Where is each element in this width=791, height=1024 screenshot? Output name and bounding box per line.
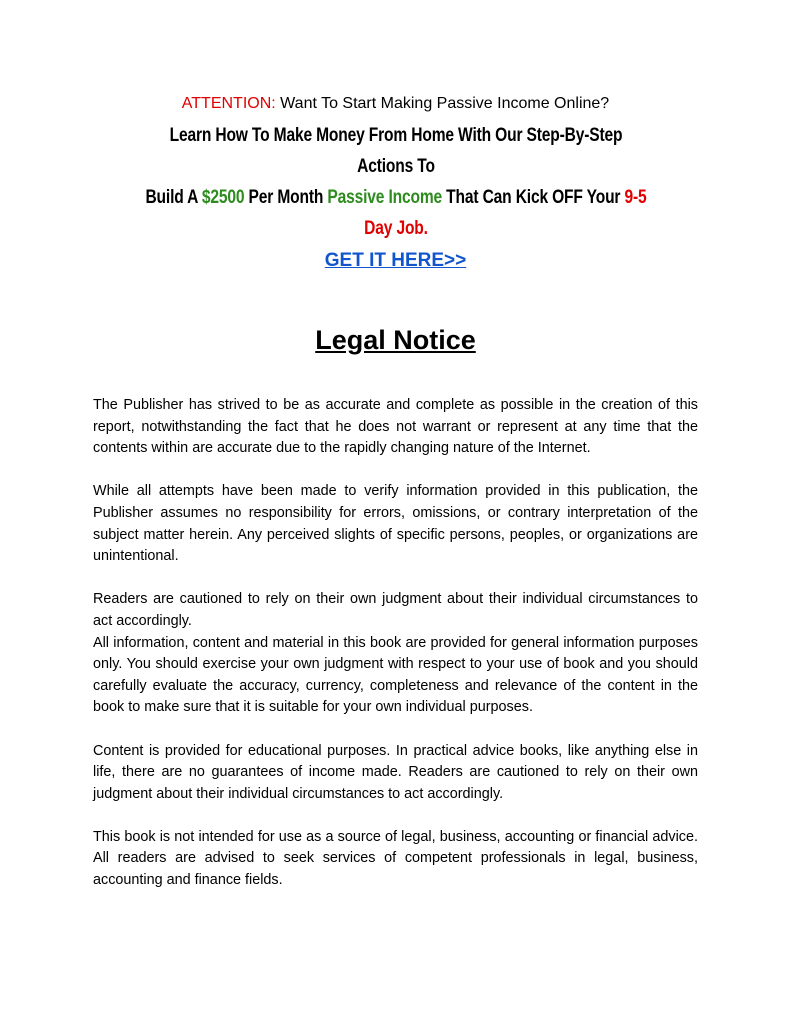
legal-paragraph-2: While all attempts have been made to verify information provided in this publication, the Publisher assumes no responsibility for errors, omissions, or contrary interpretation of the subject matter herein. Any perceived slights of specific persons, peoples, or organizations are unintentional.: [93, 483, 698, 565]
headline-line-4: Day Job.: [363, 218, 428, 239]
attention-line: [0, 94, 791, 114]
headline-passive-income: Passive Income: [326, 187, 442, 208]
promo-headline: [133, 120, 658, 244]
legal-paragraph-3: Readers are cautioned to rely on their own judgment about their individual circumstances to act accordingly.: [93, 591, 698, 629]
legal-notice-title: Legal Notice: [315, 325, 476, 355]
legal-notice-body: [93, 395, 698, 892]
headline-nine-five: 9-5: [623, 187, 647, 208]
headline-line-2: Actions To: [356, 156, 435, 177]
headline-build-text: Build A: [144, 187, 202, 208]
headline-line-1: Learn How To Make Money From Home With Our Step-By-Step: [169, 125, 622, 146]
legal-paragraph-4: All information, content and material in this book are provided for general information purposes only. You should exercise your own judgment with respect to your use of book and you should carefully evaluate the accuracy, currency, completeness and relevance of the content in the book to make sure that it is suitable for your own individual purposes.: [93, 634, 698, 716]
headline-line-3: [133, 182, 658, 213]
promo-header: [0, 94, 791, 272]
legal-paragraph-6: This book is not intended for use as a source of legal, business, accounting or financial advice. All readers are advised to seek services of competent professionals in legal, business, accounting and finance fields.: [93, 828, 698, 889]
attention-label: ATTENTION:: [181, 95, 276, 112]
attention-text: Want To Start Making Passive Income Online?: [275, 95, 610, 112]
headline-amount: $2500: [201, 187, 244, 208]
legal-paragraph-5: Content is provided for educational purposes. In practical advice books, like anything else in life, there are no guarantees of income made. Readers are cautioned to rely on their own judgment about their individual circumstances to act accordingly.: [93, 742, 698, 802]
legal-paragraph-1: The Publisher has strived to be as accurate and complete as possible in the creation of this report, notwithstanding the fact that he does not warrant or represent at any time that the contents within are accurate due to the rapidly changing nature of the Internet.: [93, 397, 698, 457]
headline-per-month-text: Per Month: [243, 187, 327, 208]
headline-kick-off-text: That Can Kick OFF Your: [441, 187, 624, 208]
get-it-here-link[interactable]: GET IT HERE>>: [324, 250, 467, 271]
